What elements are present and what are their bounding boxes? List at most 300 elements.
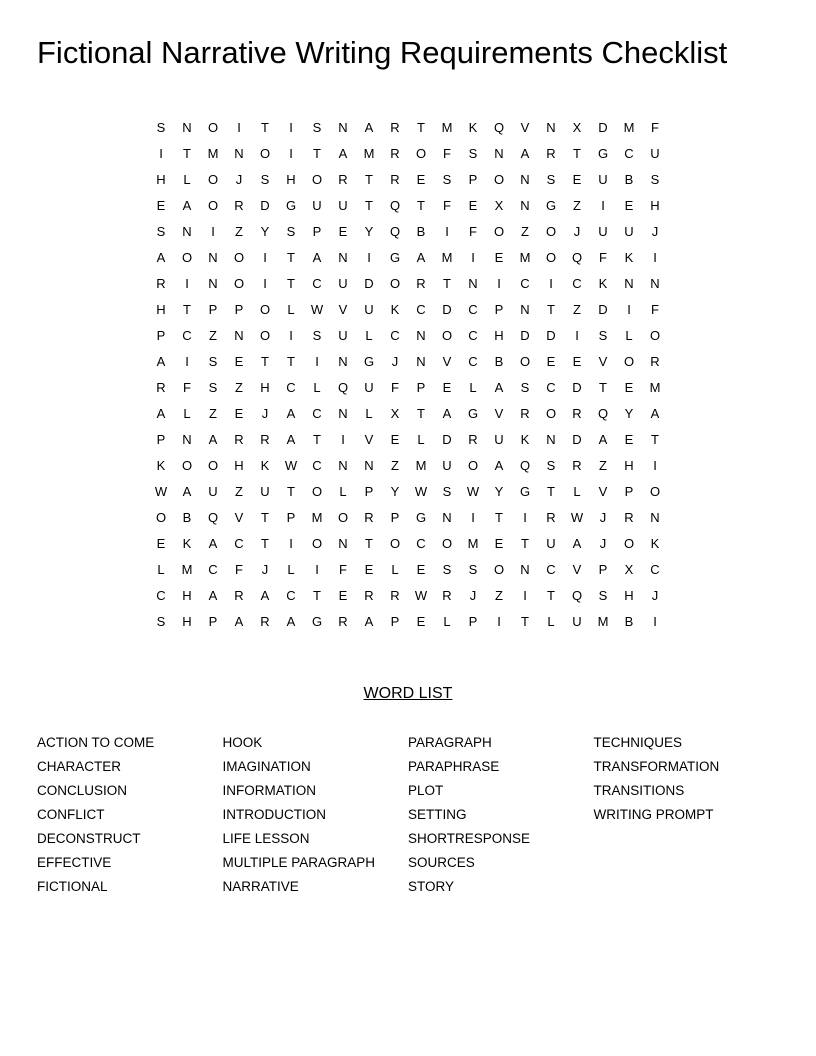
grid-letter[interactable]: O [649,328,661,343]
grid-letter[interactable]: Y [624,406,634,421]
grid-letter[interactable]: B [624,614,634,629]
grid-letter[interactable]: U [442,458,452,473]
grid-letter[interactable]: C [286,588,296,603]
grid-letter[interactable]: Y [260,224,270,239]
grid-letter[interactable]: J [469,588,477,603]
grid-letter[interactable]: N [546,432,556,447]
grid-letter[interactable]: E [416,614,426,629]
grid-letter[interactable]: H [650,198,660,213]
grid-letter[interactable]: I [497,614,501,629]
grid-letter[interactable]: Y [494,484,504,499]
grid-letter[interactable]: Z [495,588,503,603]
grid-letter[interactable]: O [311,172,323,187]
grid-letter[interactable]: Y [364,224,374,239]
grid-letter[interactable]: W [414,484,428,499]
grid-letter[interactable]: O [441,328,453,343]
grid-letter[interactable]: N [338,120,348,135]
grid-letter[interactable]: C [546,380,556,395]
grid-letter[interactable]: M [311,510,323,525]
grid-letter[interactable]: F [235,562,243,577]
grid-letter[interactable]: G [545,198,557,213]
grid-letter[interactable]: Z [521,224,529,239]
grid-letter[interactable]: N [468,276,478,291]
grid-letter[interactable]: U [208,484,218,499]
grid-letter[interactable]: N [234,328,244,343]
grid-letter[interactable]: K [650,536,660,551]
grid-letter[interactable]: N [234,146,244,161]
grid-letter[interactable]: C [182,328,192,343]
grid-letter[interactable]: M [441,120,453,135]
grid-letter[interactable]: R [234,588,244,603]
grid-letter[interactable]: Q [493,120,505,135]
grid-letter[interactable]: O [623,536,635,551]
grid-letter[interactable]: C [546,562,556,577]
grid-letter[interactable]: O [623,354,635,369]
grid-letter[interactable]: U [494,432,504,447]
grid-letter[interactable]: U [598,224,608,239]
grid-letter[interactable]: P [312,224,322,239]
grid-letter[interactable]: T [261,510,269,525]
grid-letter[interactable]: O [493,172,505,187]
grid-letter[interactable]: Z [599,458,607,473]
grid-letter[interactable]: I [237,120,241,135]
grid-letter[interactable]: Z [391,458,399,473]
grid-letter[interactable]: H [624,588,634,603]
grid-letter[interactable]: O [389,276,401,291]
grid-letter[interactable]: S [598,588,608,603]
grid-letter[interactable]: S [156,614,166,629]
grid-letter[interactable]: K [182,536,192,551]
grid-letter[interactable]: S [442,562,452,577]
grid-letter[interactable]: E [390,432,400,447]
grid-letter[interactable]: I [367,250,371,265]
grid-letter[interactable]: C [468,328,478,343]
grid-letter[interactable]: C [520,276,530,291]
grid-letter[interactable]: E [572,354,582,369]
grid-letter[interactable]: O [259,146,271,161]
grid-letter[interactable]: B [416,224,426,239]
grid-letter[interactable]: N [338,354,348,369]
grid-letter[interactable]: W [414,588,428,603]
grid-letter[interactable]: C [208,562,218,577]
grid-letter[interactable]: L [547,614,555,629]
grid-letter[interactable]: L [287,302,295,317]
grid-letter[interactable]: P [624,484,634,499]
grid-letter[interactable]: E [416,172,426,187]
grid-letter[interactable]: Q [389,198,401,213]
grid-letter[interactable]: F [443,146,451,161]
grid-letter[interactable]: H [624,458,634,473]
grid-letter[interactable]: A [650,406,660,421]
grid-letter[interactable]: L [625,328,633,343]
grid-letter[interactable]: O [467,458,479,473]
grid-letter[interactable]: O [259,328,271,343]
grid-letter[interactable]: A [286,406,296,421]
grid-letter[interactable]: K [390,302,400,317]
grid-letter[interactable]: R [468,432,478,447]
grid-letter[interactable]: R [390,146,400,161]
grid-letter[interactable]: R [572,458,582,473]
grid-letter[interactable]: M [207,146,219,161]
grid-letter[interactable]: O [311,536,323,551]
grid-letter[interactable]: P [208,614,218,629]
grid-letter[interactable]: M [467,536,479,551]
grid-letter[interactable]: C [416,302,426,317]
grid-letter[interactable]: L [183,172,191,187]
grid-letter[interactable]: A [572,536,582,551]
grid-letter[interactable]: B [494,354,504,369]
grid-letter[interactable]: L [287,562,295,577]
grid-letter[interactable]: T [521,536,529,551]
grid-letter[interactable]: I [289,536,293,551]
grid-letter[interactable]: T [417,120,425,135]
grid-letter[interactable]: Q [571,588,583,603]
grid-letter[interactable]: F [183,380,191,395]
grid-letter[interactable]: T [183,302,191,317]
grid-letter[interactable]: I [211,224,215,239]
grid-letter[interactable]: O [519,354,531,369]
grid-letter[interactable]: C [286,380,296,395]
grid-letter[interactable]: T [287,250,295,265]
grid-letter[interactable]: A [364,120,374,135]
grid-letter[interactable]: G [363,354,375,369]
grid-letter[interactable]: L [443,614,451,629]
grid-letter[interactable]: I [523,588,527,603]
grid-letter[interactable]: E [442,380,452,395]
grid-letter[interactable]: E [494,536,504,551]
grid-letter[interactable]: N [364,458,374,473]
grid-letter[interactable]: C [468,354,478,369]
grid-letter[interactable]: I [341,432,345,447]
grid-letter[interactable]: W [154,484,168,499]
grid-letter[interactable]: D [598,302,608,317]
grid-letter[interactable]: E [416,562,426,577]
grid-letter[interactable]: J [599,536,607,551]
grid-letter[interactable]: R [260,614,270,629]
grid-letter[interactable]: I [549,276,553,291]
grid-letter[interactable]: I [575,328,579,343]
grid-letter[interactable]: N [338,458,348,473]
grid-letter[interactable]: A [364,614,374,629]
grid-letter[interactable]: C [234,536,244,551]
grid-letter[interactable]: G [519,484,531,499]
grid-letter[interactable]: I [289,120,293,135]
grid-letter[interactable]: M [441,250,453,265]
grid-letter[interactable]: T [365,172,373,187]
grid-letter[interactable]: R [416,276,426,291]
grid-letter[interactable]: V [364,432,374,447]
grid-letter[interactable]: L [157,562,165,577]
grid-letter[interactable]: O [441,536,453,551]
grid-letter[interactable]: N [208,276,218,291]
grid-letter[interactable]: I [185,354,189,369]
grid-letter[interactable]: Q [519,458,531,473]
grid-letter[interactable]: I [653,250,657,265]
grid-letter[interactable]: E [234,406,244,421]
grid-letter[interactable]: T [287,354,295,369]
grid-letter[interactable]: A [520,146,530,161]
grid-letter[interactable]: T [261,354,269,369]
grid-letter[interactable]: T [547,484,555,499]
grid-letter[interactable]: T [599,380,607,395]
grid-letter[interactable]: O [493,224,505,239]
grid-letter[interactable]: O [415,146,427,161]
grid-letter[interactable]: L [183,406,191,421]
grid-letter[interactable]: S [520,380,530,395]
grid-letter[interactable]: C [156,588,166,603]
grid-letter[interactable]: P [494,302,504,317]
grid-letter[interactable]: T [365,536,373,551]
grid-letter[interactable]: F [599,250,607,265]
grid-letter[interactable]: P [208,302,218,317]
grid-letter[interactable]: H [182,588,192,603]
grid-letter[interactable]: A [234,614,244,629]
grid-letter[interactable]: M [597,614,609,629]
grid-letter[interactable]: U [572,614,582,629]
grid-letter[interactable]: O [207,172,219,187]
grid-letter[interactable]: E [624,198,634,213]
grid-letter[interactable]: R [390,120,400,135]
grid-letter[interactable]: A [598,432,608,447]
grid-letter[interactable]: U [338,328,348,343]
grid-letter[interactable]: E [234,354,244,369]
grid-letter[interactable]: N [208,250,218,265]
grid-letter[interactable]: O [493,562,505,577]
grid-letter[interactable]: I [185,276,189,291]
grid-letter[interactable]: T [417,406,425,421]
grid-letter[interactable]: S [442,484,452,499]
grid-letter[interactable]: D [598,120,608,135]
grid-letter[interactable]: R [390,588,400,603]
grid-letter[interactable]: K [520,432,530,447]
grid-letter[interactable]: W [310,302,324,317]
grid-letter[interactable]: O [181,250,193,265]
grid-letter[interactable]: S [468,562,478,577]
grid-letter[interactable]: T [287,276,295,291]
grid-letter[interactable]: T [313,432,321,447]
grid-letter[interactable]: T [365,198,373,213]
grid-letter[interactable]: N [624,276,634,291]
grid-letter[interactable]: I [263,250,267,265]
grid-letter[interactable]: N [182,432,192,447]
grid-letter[interactable]: U [338,276,348,291]
grid-letter[interactable]: P [468,172,478,187]
grid-letter[interactable]: D [546,328,556,343]
grid-letter[interactable]: F [469,224,477,239]
grid-letter[interactable]: S [286,224,296,239]
grid-letter[interactable]: O [155,510,167,525]
grid-letter[interactable]: P [286,510,296,525]
grid-letter[interactable]: H [182,614,192,629]
grid-letter[interactable]: A [312,250,322,265]
grid-letter[interactable]: N [520,302,530,317]
grid-letter[interactable]: A [416,250,426,265]
grid-letter[interactable]: S [208,354,218,369]
grid-letter[interactable]: C [312,406,322,421]
grid-letter[interactable]: O [181,458,193,473]
grid-letter[interactable]: B [182,510,192,525]
grid-letter[interactable]: O [337,510,349,525]
grid-letter[interactable]: P [390,510,400,525]
grid-letter[interactable]: C [312,458,322,473]
grid-letter[interactable]: L [365,328,373,343]
grid-letter[interactable]: C [468,302,478,317]
grid-letter[interactable]: S [208,380,218,395]
grid-letter[interactable]: N [416,354,426,369]
grid-letter[interactable]: O [311,484,323,499]
grid-letter[interactable]: V [338,302,348,317]
grid-letter[interactable]: C [312,276,322,291]
grid-letter[interactable]: H [156,172,166,187]
grid-letter[interactable]: T [495,510,503,525]
grid-letter[interactable]: E [156,198,166,213]
grid-letter[interactable]: C [416,536,426,551]
grid-letter[interactable]: A [442,406,452,421]
grid-letter[interactable]: V [572,562,582,577]
grid-letter[interactable]: S [546,458,556,473]
grid-letter[interactable]: E [546,354,556,369]
grid-letter[interactable]: T [417,198,425,213]
grid-letter[interactable]: D [572,380,582,395]
grid-letter[interactable]: W [570,510,584,525]
grid-letter[interactable]: X [494,198,504,213]
grid-letter[interactable]: A [208,432,218,447]
grid-letter[interactable]: D [442,432,452,447]
grid-letter[interactable]: U [650,146,660,161]
grid-letter[interactable]: N [416,328,426,343]
grid-letter[interactable]: D [260,198,270,213]
grid-letter[interactable]: A [208,536,218,551]
grid-letter[interactable]: F [651,120,659,135]
grid-letter[interactable]: O [207,120,219,135]
grid-letter[interactable]: E [624,432,634,447]
grid-letter[interactable]: E [572,172,582,187]
grid-letter[interactable]: B [624,172,634,187]
grid-letter[interactable]: Q [571,250,583,265]
grid-letter[interactable]: L [469,380,477,395]
grid-letter[interactable]: P [234,302,244,317]
grid-letter[interactable]: P [598,562,608,577]
grid-letter[interactable]: R [546,510,556,525]
grid-letter[interactable]: X [572,120,582,135]
grid-letter[interactable]: G [467,406,479,421]
grid-letter[interactable]: N [520,562,530,577]
grid-letter[interactable]: E [338,588,348,603]
grid-letter[interactable]: A [260,588,270,603]
grid-letter[interactable]: F [651,302,659,317]
grid-letter[interactable]: Z [209,406,217,421]
grid-letter[interactable]: Z [573,302,581,317]
grid-letter[interactable]: R [234,432,244,447]
grid-letter[interactable]: N [546,120,556,135]
grid-letter[interactable]: J [573,224,581,239]
grid-letter[interactable]: R [390,172,400,187]
grid-letter[interactable]: S [260,172,270,187]
grid-letter[interactable]: H [286,172,296,187]
grid-letter[interactable]: E [624,380,634,395]
grid-letter[interactable]: G [389,250,401,265]
grid-letter[interactable]: J [651,224,659,239]
grid-letter[interactable]: M [415,458,427,473]
grid-letter[interactable]: K [468,120,478,135]
grid-letter[interactable]: R [546,146,556,161]
grid-letter[interactable]: L [391,562,399,577]
grid-letter[interactable]: N [182,120,192,135]
grid-letter[interactable]: J [599,510,607,525]
grid-letter[interactable]: V [598,484,608,499]
grid-letter[interactable]: A [156,354,166,369]
grid-letter[interactable]: S [312,328,322,343]
grid-letter[interactable]: G [415,510,427,525]
grid-letter[interactable]: R [338,172,348,187]
grid-letter[interactable]: N [650,276,660,291]
grid-letter[interactable]: H [494,328,504,343]
grid-letter[interactable]: A [286,432,296,447]
grid-letter[interactable]: T [521,614,529,629]
grid-letter[interactable]: N [338,250,348,265]
grid-letter[interactable]: N [520,172,530,187]
grid-letter[interactable]: I [289,146,293,161]
grid-letter[interactable]: H [234,458,244,473]
grid-letter[interactable]: L [365,406,373,421]
grid-letter[interactable]: Z [235,224,243,239]
grid-letter[interactable]: I [471,510,475,525]
grid-letter[interactable]: L [417,432,425,447]
grid-letter[interactable]: S [650,172,660,187]
grid-letter[interactable]: A [156,406,166,421]
grid-letter[interactable]: R [234,198,244,213]
grid-letter[interactable]: X [624,562,634,577]
grid-letter[interactable]: V [520,120,530,135]
grid-letter[interactable]: U [624,224,634,239]
grid-letter[interactable]: Q [389,224,401,239]
grid-letter[interactable]: P [390,614,400,629]
grid-letter[interactable]: S [156,224,166,239]
grid-letter[interactable]: A [494,458,504,473]
grid-letter[interactable]: V [598,354,608,369]
grid-letter[interactable]: N [650,510,660,525]
grid-letter[interactable]: K [624,250,634,265]
grid-letter[interactable]: T [547,588,555,603]
grid-letter[interactable]: I [497,276,501,291]
grid-letter[interactable]: T [313,588,321,603]
grid-letter[interactable]: R [156,380,166,395]
grid-letter[interactable]: D [364,276,374,291]
grid-letter[interactable]: F [443,198,451,213]
grid-letter[interactable]: K [260,458,270,473]
grid-letter[interactable]: T [261,120,269,135]
grid-letter[interactable]: U [364,380,374,395]
grid-letter[interactable]: O [207,198,219,213]
grid-letter[interactable]: T [287,484,295,499]
grid-letter[interactable]: M [363,146,375,161]
grid-letter[interactable]: N [494,146,504,161]
grid-letter[interactable]: K [156,458,166,473]
grid-letter[interactable]: Y [390,484,400,499]
grid-letter[interactable]: N [520,198,530,213]
grid-letter[interactable]: L [339,484,347,499]
grid-letter[interactable]: U [598,172,608,187]
grid-letter[interactable]: Z [573,198,581,213]
grid-letter[interactable]: D [442,302,452,317]
grid-letter[interactable]: T [573,146,581,161]
grid-letter[interactable]: I [289,328,293,343]
grid-letter[interactable]: I [653,614,657,629]
grid-letter[interactable]: Q [207,510,219,525]
grid-letter[interactable]: J [261,406,269,421]
grid-letter[interactable]: T [651,432,659,447]
grid-letter[interactable]: H [260,380,270,395]
